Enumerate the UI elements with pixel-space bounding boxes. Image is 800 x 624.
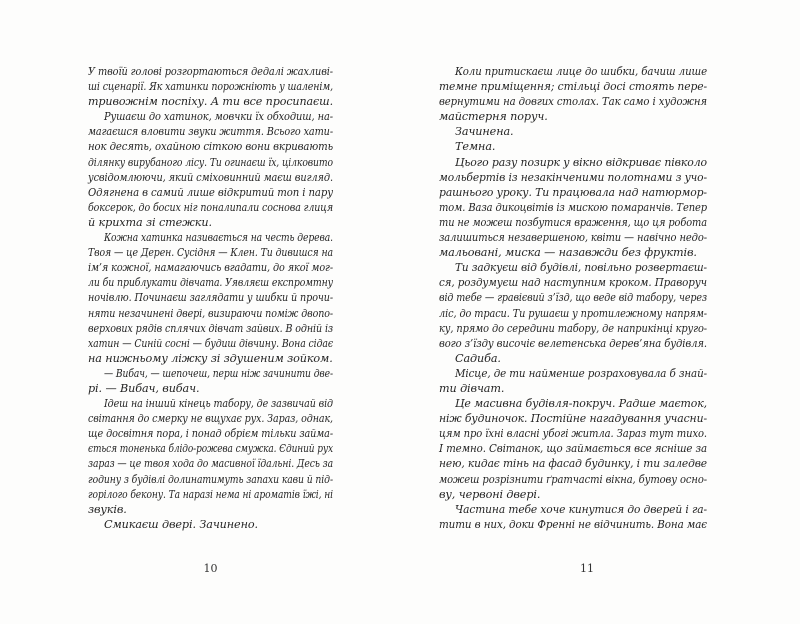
text-line: ти дівчат. — [439, 381, 505, 395]
text-line: нок десять, охайною сіткою вони вкривають — [88, 140, 333, 154]
text-line: магаєшся вловити звуки життя. Всього хати- — [88, 125, 333, 139]
text-line: Кожна хатинка називається на честь дерева. — [104, 231, 333, 245]
text-line: майстерня поруч. — [439, 110, 548, 124]
text-line: Садиба. — [455, 351, 501, 365]
text-line: мольбертів із незакінченими полотнами з учо- — [439, 170, 707, 184]
text-line: ку, прямо до середини табору, де наприкінці круго- — [439, 321, 707, 335]
text-line: ділянку вирубаного лісу. Ти огинаєш їх, цілковито — [88, 155, 333, 169]
text-line: Твоя — це Дерен. Сусідня — Клен. Ти дивишся на — [88, 246, 333, 260]
text-line: У твоїй голові розгортаються дедалі жахливі- — [88, 65, 333, 78]
text-line: ще досвітня пора, і понад обрієм тільки займа- — [88, 427, 333, 441]
text-line: годину з будівлі долинатимуть запахи кави й під- — [88, 472, 333, 486]
text-line: Зачинена. — [455, 125, 514, 139]
text-line: Смикаєш двері. Зачинено. — [104, 517, 258, 531]
text-line: цям про їхні власні убогі житла. Зараз тут тихо. — [439, 427, 707, 441]
text-line: Частина тебе хоче кинутися до дверей і га- — [455, 502, 707, 516]
text-line: Одягнена в самий лише відкритий топ і пару — [88, 185, 333, 199]
text-line: тривожнім поспіху. А ти все просипаєш. — [88, 95, 333, 109]
text-line: верхових рядів сплячих дівчат зайвих. В одній із — [88, 321, 333, 335]
text-line: Ідеш на інший кінець табору, де зазвичай від — [104, 397, 333, 411]
text-line: на нижньому ліжку зі здушеним зойком. — [88, 351, 333, 365]
text-line: ліс, до траси. Ти рушаєш у протилежному напрям- — [439, 306, 707, 320]
text-line: Ти задкуєш від будівлі, повільно розвертаєш- — [455, 261, 707, 275]
text-line: Коли притискаєш лице до шибки, бачиш лише — [455, 65, 707, 78]
text-line: й крихта зі стежки. — [88, 215, 212, 229]
text-line: Це масивна будівля-покруч. Радше маєток, — [455, 397, 707, 411]
text-line: від тебе — гравієвий з’їзд, що веде від табору, через — [439, 291, 707, 305]
text-line: Рушаєш до хатинок, мовчки їх обходиш, на- — [104, 110, 333, 124]
text-line: І темно. Світанок, що займається все ясніше за — [439, 442, 707, 456]
text-line: нею, кидає тінь на фасад будинку, і ти заледве — [439, 457, 707, 471]
text-line: світання до смерку не вщухає рух. Зараз, однак, — [88, 412, 333, 426]
text-line: ся, роздумуєш над наступним кроком. Праворуч — [439, 276, 707, 290]
text-line: ім’я кожної, намагаючись вгадати, до якої мог- — [88, 261, 333, 275]
text-line: усвідомлюючи, який сміховинний маєш вигляд. — [88, 170, 333, 184]
text-line: ти не можеш позбутися враження, що ця робота — [439, 215, 707, 229]
text-line: мальовані, миска — назавжди без фруктів. — [439, 246, 697, 260]
text-line: Цього разу позирк у вікно відкриває півколо — [455, 155, 707, 169]
text-line: рі. — Вибач, вибач. — [88, 381, 200, 395]
text-line: боксерок, до босих ніг поналипали соснова глиця — [88, 200, 333, 214]
page-number-left: 10 — [203, 562, 218, 575]
text-line: ночівлю. Починаєш заглядати у шибки й прочи- — [88, 291, 333, 305]
text-line: Темна. — [455, 140, 496, 154]
text-line: зараз — це твоя хода до масивної їдальні. Десь за — [88, 457, 333, 471]
text-line: хатин — Синій сосні — будиш дівчину. Вона сідає — [88, 336, 333, 350]
text-line: — Вибач, — шепочеш, перш ніж зачинити две- — [104, 366, 333, 380]
page-right-text — [439, 64, 707, 532]
text-line: темне приміщення; стільці досі стоять пере- — [439, 80, 707, 94]
text-line: звуків. — [88, 502, 127, 516]
page-left-text — [88, 64, 333, 532]
text-line: тити в них, доки Френні не відчинить. Вона має — [439, 517, 707, 531]
text-line: можеш розрізнити ґратчасті вікна, бутову осно- — [439, 472, 707, 486]
text-line: залишиться незавершеною, квіти — навічно недо- — [439, 231, 707, 245]
text-line: горілого бекону. Та наразі нема ні ароматів їжі, ні — [88, 487, 333, 501]
page-number-right: 11 — [580, 562, 594, 575]
text-line: ші сценарії. Як хатинки порожніють у шаленім, — [88, 80, 333, 94]
text-line: ли би приблукати дівчата. Уявляєш експромтну — [88, 276, 333, 290]
text-line: рашнього уроку. Ти працювала над натюрмор- — [439, 185, 707, 199]
text-line: ється тоненька блідо-рожева смужка. Єдиний рух — [88, 442, 333, 456]
text-line: ву, червоні двері. — [439, 487, 541, 501]
text-line: том. Ваза дикоцвітів із мискою помаранчів. Тепер — [439, 200, 707, 214]
text-line: няти незачинені двері, визираючи поміж двопо- — [88, 306, 333, 320]
text-line: ніж будиночок. Постійне нагадування учасни- — [439, 412, 707, 426]
text-line: Місце, де ти найменше розраховувала б знай- — [455, 366, 707, 380]
text-line: вернутими на довгих столах. Так само і художня — [439, 95, 707, 109]
text-line: вого з’їзду височіє велетенська дерев’яна будівля. — [439, 336, 707, 350]
